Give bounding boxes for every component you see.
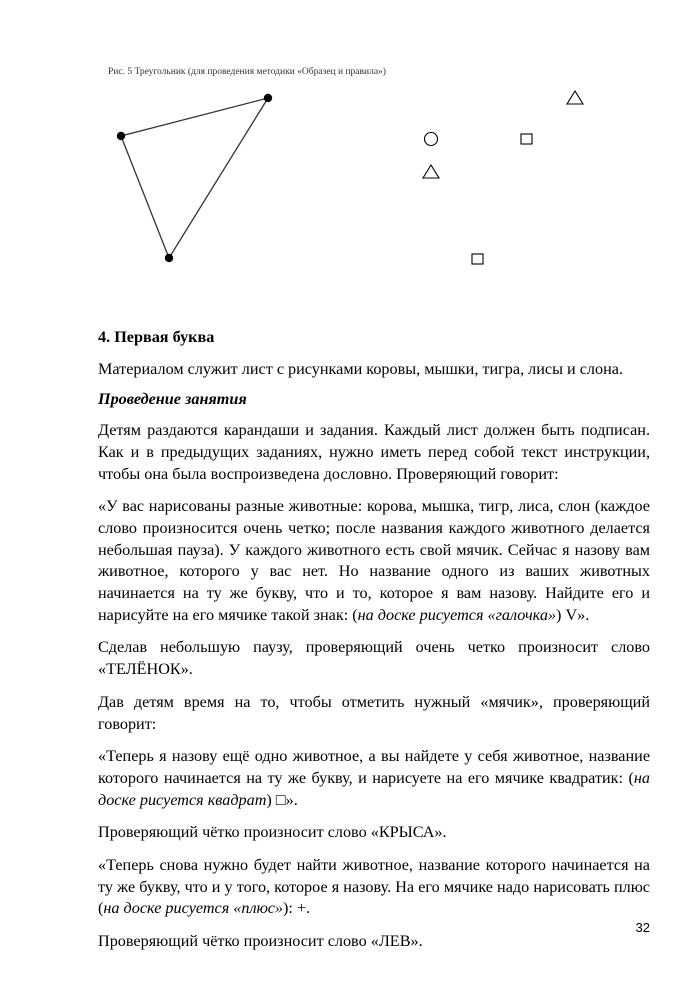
material-paragraph: Материалом служит лист с рисунками коровы, мышки, тигра, лисы и слона. [98, 359, 623, 378]
section-body [98, 327, 650, 964]
vertex-dot [165, 254, 173, 262]
vertex-dot [117, 132, 125, 140]
vertex-dot [264, 94, 272, 102]
triangle-figure [117, 94, 272, 262]
italic-note: на доске рисуется квадрат [98, 768, 650, 809]
paragraph-2 [98, 496, 650, 626]
italic-note: на доске рисуется «галочка» [357, 605, 557, 624]
paragraph-7 [98, 855, 650, 920]
italic-note: на доске рисуется «плюс» [103, 899, 284, 918]
small-triangle-shape [423, 165, 439, 178]
text-span: ) □». [266, 790, 298, 809]
paragraph-1: Детям раздаются карандаши и задания. Каждый лист должен быть подписан. Как и в предыдущих заданиях, нужно иметь перед собой текст инструкции, чтобы она была воспроизведена дословно. Проверяющий говорит: [98, 421, 650, 483]
page-number: 32 [635, 920, 650, 935]
text-span: «Теперь снова нужно будет найти животное, название которого начинается на ту же букву, что и у того, которое я назову. На его мячике надо нарисовать плюс ( [98, 856, 650, 918]
text-span: ) V». [556, 605, 590, 624]
small-square-shape [472, 254, 483, 264]
paragraph-3: Сделав небольшую паузу, проверяющий очень четко произносит слово «ТЕЛЁНОК». [98, 638, 650, 679]
paragraph-8: Проверяющий чётко произносит слово «ЛЕВ». [98, 932, 423, 951]
text-span: ): +. [283, 899, 311, 918]
paragraph-5 [98, 746, 650, 811]
figure-caption: Рис. 5 Треугольник (для проведения методики «Образец и правила») [108, 67, 386, 77]
figure-shapes [0, 0, 700, 300]
section-heading: 4. Первая буква [98, 328, 215, 346]
small-triangle-shape [567, 91, 583, 104]
triangle-outline-line [121, 98, 268, 258]
paragraph-4: Дав детям время на то, чтобы отметить нужный «мячик», проверяющий говорит: [98, 692, 650, 733]
text-span: «У вас нарисованы разные животные: корова, мышка, тигр, лиса, слон (каждое слово произносится очень четко; после названия каждого животного делается небольшая пауза). У каждого животного есть свой мячик. Сейчас я назову вам животное, которого у вас нет. Но название одного из ваших животных начинается на ту же букву, что и то, которое я вам назову. Найдите его и нарисуйте на его мячике такой знак: ( [98, 497, 650, 624]
text-span: «Теперь я назову ещё одно животное, а вы найдете у себя животное, название которого начинается на ту же букву, и нарисуете на его мячике квадратик: ( [98, 747, 650, 787]
small-circle-shape [425, 133, 438, 146]
small-square-shape [521, 134, 532, 144]
paragraph-6: Проверяющий чётко произносит слово «КРЫСА». [98, 823, 447, 842]
subheading: Проведение занятия [98, 390, 247, 409]
